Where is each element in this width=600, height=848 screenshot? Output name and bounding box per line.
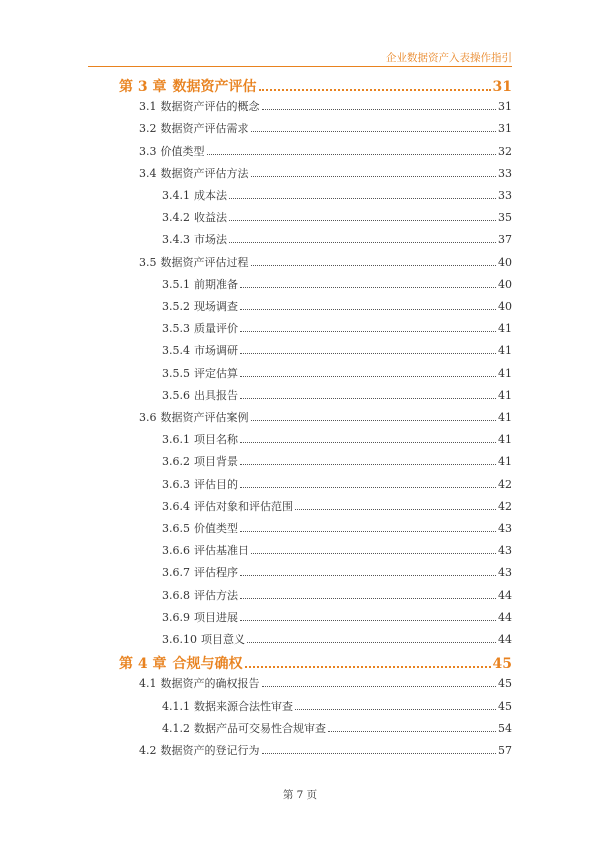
toc-entry-page: 43 bbox=[498, 566, 512, 580]
toc-entry-page: 40 bbox=[498, 255, 512, 269]
toc-dot-leader bbox=[295, 709, 496, 710]
toc-entry-title: 评定估算 bbox=[194, 366, 238, 380]
toc-entry-page: 37 bbox=[498, 233, 512, 247]
toc-entry-page: 40 bbox=[498, 277, 512, 291]
toc-entry-page: 41 bbox=[498, 455, 512, 469]
toc-chapter-entry[interactable] bbox=[119, 653, 512, 673]
toc-entry-title: 数据产品可交易性合规审查 bbox=[194, 721, 326, 735]
toc-section-entry[interactable] bbox=[139, 98, 512, 114]
toc-dot-leader bbox=[259, 89, 491, 91]
toc-subsection-entry[interactable] bbox=[162, 453, 512, 469]
toc-subsection-entry[interactable] bbox=[162, 231, 512, 247]
toc-dot-leader bbox=[240, 331, 496, 332]
toc-entry-title: 评估对象和评估范围 bbox=[194, 499, 293, 513]
toc-entry-title: 质量评价 bbox=[194, 322, 238, 336]
toc-entry-title: 数据资产评估需求 bbox=[160, 122, 249, 136]
toc-subsection-entry[interactable] bbox=[162, 476, 512, 492]
toc-section-entry[interactable] bbox=[139, 143, 512, 159]
toc-section-entry[interactable] bbox=[139, 409, 512, 425]
toc-entry-number: 3.6.1 bbox=[162, 433, 190, 447]
toc-entry-page: 31 bbox=[498, 100, 512, 114]
toc-entry-title: 评估基准日 bbox=[194, 544, 249, 558]
toc-entry-title: 收益法 bbox=[194, 211, 227, 225]
toc-entry-title: 数据资产的登记行为 bbox=[160, 744, 260, 757]
toc-entry-page: 54 bbox=[498, 721, 512, 735]
toc-entry-number: 4.1.2 bbox=[162, 721, 190, 735]
toc-subsection-entry[interactable] bbox=[162, 520, 512, 536]
toc-entry-number: 3.5.4 bbox=[162, 344, 190, 358]
toc-entry-number: 3.4.1 bbox=[162, 189, 190, 202]
toc-dot-leader bbox=[245, 666, 491, 668]
toc-entry-number: 3.2 bbox=[139, 122, 157, 136]
toc-dot-leader bbox=[240, 620, 496, 621]
toc-entry-title: 数据资产评估的概念 bbox=[160, 100, 260, 114]
toc-entry-page: 44 bbox=[498, 633, 512, 646]
toc-subsection-entry[interactable] bbox=[162, 276, 512, 292]
toc-entry-number: 3.5.5 bbox=[162, 366, 190, 380]
toc-entry-title: 数据资产评估方法 bbox=[160, 166, 249, 180]
toc-subsection-entry[interactable] bbox=[162, 342, 512, 358]
toc-subsection-entry[interactable] bbox=[162, 631, 512, 647]
toc-section-entry[interactable] bbox=[139, 742, 512, 758]
toc-entry-title: 数据资产评估过程 bbox=[160, 255, 249, 269]
toc-subsection-entry[interactable] bbox=[162, 209, 512, 225]
toc-entry-title: 数据资产的确权报告 bbox=[160, 677, 260, 691]
toc-entry-title: 数据来源合法性审查 bbox=[194, 699, 293, 713]
toc-entry-title: 合规与确权 bbox=[172, 656, 243, 673]
toc-dot-leader bbox=[240, 309, 496, 310]
toc-dot-leader bbox=[229, 242, 496, 243]
toc-dot-leader bbox=[262, 109, 497, 110]
toc-entry-page: 31 bbox=[492, 79, 512, 95]
toc-dot-leader bbox=[240, 376, 496, 377]
toc-entry-title: 价值类型 bbox=[160, 144, 205, 158]
toc-entry-title: 评估程序 bbox=[194, 566, 238, 580]
toc-dot-leader bbox=[251, 131, 497, 132]
toc-entry-number: 3.6.3 bbox=[162, 477, 190, 491]
toc-entry-number: 4.1 bbox=[139, 677, 157, 691]
toc-dot-leader bbox=[240, 575, 496, 576]
toc-entry-page: 33 bbox=[498, 166, 512, 180]
toc-entry-title: 项目意义 bbox=[201, 633, 245, 646]
toc-entry-title: 项目名称 bbox=[194, 433, 238, 447]
toc-entry-number: 3.5.2 bbox=[162, 300, 190, 313]
toc-subsection-entry[interactable] bbox=[162, 431, 512, 447]
toc-entry-page: 32 bbox=[498, 144, 512, 158]
toc-entry-title: 成本法 bbox=[194, 189, 227, 202]
toc-dot-leader bbox=[240, 464, 496, 465]
toc-entry-page: 33 bbox=[498, 189, 512, 202]
toc-dot-leader bbox=[251, 176, 497, 177]
toc-dot-leader bbox=[229, 198, 496, 199]
toc-entry-number: 4.2 bbox=[139, 744, 157, 757]
toc-entry-page: 41 bbox=[498, 433, 512, 447]
toc-entry-number: 4.1.1 bbox=[162, 699, 190, 713]
toc-chapter-entry[interactable] bbox=[119, 76, 512, 96]
toc-entry-number: 3.6.7 bbox=[162, 566, 190, 580]
toc-subsection-entry[interactable] bbox=[162, 298, 512, 314]
toc-entry-title: 评估目的 bbox=[194, 477, 238, 491]
toc-entry-page: 41 bbox=[498, 344, 512, 358]
toc-entry-number: 3.5.1 bbox=[162, 277, 190, 291]
toc-entry-page: 35 bbox=[498, 211, 512, 225]
toc-subsection-entry[interactable] bbox=[162, 542, 512, 558]
toc-entry-number: 3.4.3 bbox=[162, 233, 190, 247]
toc-entry-number: 3.6.10 bbox=[162, 633, 197, 646]
toc-section-entry[interactable] bbox=[139, 675, 512, 691]
toc-entry-number: 3.6.5 bbox=[162, 522, 190, 535]
toc-entry-number: 3.6 bbox=[139, 411, 157, 424]
toc-entry-page: 41 bbox=[498, 366, 512, 380]
toc-entry-page: 42 bbox=[498, 477, 512, 491]
toc-entry-page: 57 bbox=[498, 744, 512, 757]
toc-entry-number: 3.6.6 bbox=[162, 544, 190, 558]
toc-entry-title: 项目进展 bbox=[194, 610, 238, 624]
page-number: 第 7 页 bbox=[282, 789, 318, 801]
toc-entry-page: 44 bbox=[498, 610, 512, 624]
toc-subsection-entry[interactable] bbox=[162, 609, 512, 625]
toc-entry-title: 前期准备 bbox=[194, 277, 238, 291]
toc-dot-leader bbox=[240, 398, 496, 399]
toc-entry-number: 3.4 bbox=[139, 166, 157, 180]
toc-subsection-entry[interactable] bbox=[162, 365, 512, 381]
toc-dot-leader bbox=[240, 353, 496, 354]
toc-entry-number: 3.6.2 bbox=[162, 455, 190, 469]
toc-subsection-entry[interactable] bbox=[162, 564, 512, 580]
toc-dot-leader bbox=[295, 509, 496, 510]
header-rule bbox=[88, 66, 512, 67]
toc-dot-leader bbox=[251, 553, 496, 554]
toc-entry-number: 3.5 bbox=[139, 255, 157, 269]
toc-subsection-entry[interactable] bbox=[162, 720, 512, 736]
toc-entry-number: 3.6.9 bbox=[162, 610, 190, 624]
toc-dot-leader bbox=[262, 753, 497, 754]
toc-dot-leader bbox=[207, 154, 497, 155]
toc-entry-page: 43 bbox=[498, 544, 512, 558]
toc-entry-title: 数据资产评估案例 bbox=[160, 411, 249, 424]
toc-entry-page: 45 bbox=[498, 677, 512, 691]
toc-entry-title: 市场法 bbox=[194, 233, 227, 247]
toc-entry-page: 41 bbox=[498, 388, 512, 402]
toc-dot-leader bbox=[328, 731, 496, 732]
toc-subsection-entry[interactable] bbox=[162, 587, 512, 603]
toc-entry-number: 第 4 章 bbox=[119, 656, 167, 673]
toc-dot-leader bbox=[251, 420, 497, 421]
toc-subsection-entry[interactable] bbox=[162, 387, 512, 403]
toc-subsection-entry[interactable] bbox=[162, 320, 512, 336]
toc-dot-leader bbox=[240, 598, 496, 599]
toc-entry-number: 第 3 章 bbox=[119, 79, 167, 95]
toc-entry-page: 40 bbox=[498, 300, 512, 313]
toc-entry-title: 现场调查 bbox=[194, 300, 238, 313]
toc-entry-number: 3.5.3 bbox=[162, 322, 190, 336]
toc-entry-page: 41 bbox=[498, 322, 512, 336]
toc-subsection-entry[interactable] bbox=[162, 498, 512, 514]
toc-subsection-entry[interactable] bbox=[162, 187, 512, 203]
toc-dot-leader bbox=[262, 686, 497, 687]
running-header: 企业数据资产入表操作指引 bbox=[386, 52, 512, 64]
toc-entry-number: 3.3 bbox=[139, 144, 157, 158]
toc-dot-leader bbox=[240, 442, 496, 443]
toc-dot-leader bbox=[229, 220, 496, 221]
toc-entry-page: 44 bbox=[498, 588, 512, 602]
toc-dot-leader bbox=[240, 287, 496, 288]
toc-entry-page: 41 bbox=[498, 411, 512, 424]
toc-entry-page: 45 bbox=[492, 656, 512, 673]
toc-entry-title: 评估方法 bbox=[194, 588, 238, 602]
toc-dot-leader bbox=[251, 265, 497, 266]
toc-entry-number: 3.6.4 bbox=[162, 499, 190, 513]
toc-entry-title: 价值类型 bbox=[194, 522, 238, 535]
toc-entry-number: 3.4.2 bbox=[162, 211, 190, 225]
toc-entry-page: 45 bbox=[498, 699, 512, 713]
toc-section-entry[interactable] bbox=[139, 120, 512, 136]
toc-dot-leader bbox=[247, 642, 496, 643]
toc-entry-number: 3.1 bbox=[139, 100, 157, 114]
toc-entry-title: 数据资产评估 bbox=[172, 79, 257, 95]
toc-entry-page: 43 bbox=[498, 522, 512, 535]
toc-entry-page: 42 bbox=[498, 499, 512, 513]
toc-entry-title: 出具报告 bbox=[194, 388, 238, 402]
toc-entry-title: 项目背景 bbox=[194, 455, 238, 469]
toc-section-entry[interactable] bbox=[139, 254, 512, 270]
toc-entry-number: 3.5.6 bbox=[162, 388, 190, 402]
toc-dot-leader bbox=[240, 487, 496, 488]
toc-dot-leader bbox=[240, 531, 496, 532]
toc-subsection-entry[interactable] bbox=[162, 698, 512, 714]
toc-entry-title: 市场调研 bbox=[194, 344, 238, 358]
toc-entry-number: 3.6.8 bbox=[162, 588, 190, 602]
toc-section-entry[interactable] bbox=[139, 165, 512, 181]
toc-entry-page: 31 bbox=[498, 122, 512, 136]
